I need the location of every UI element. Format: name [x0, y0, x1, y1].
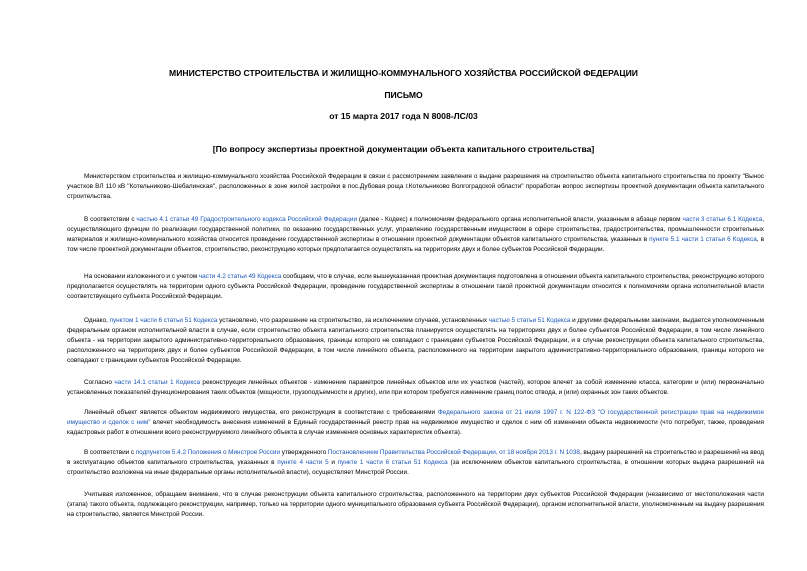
paragraph-text: , в том числе проектной документации объектов, строительство, реконструкцию которых предполагается осуществлять на территориях двух и более субъектов Российской Федерации.: [67, 236, 764, 253]
law-reference-link[interactable]: пункте 1 части 6 статьи 51 Кодекса: [337, 459, 448, 466]
law-reference-link[interactable]: Постановлением Правительства Российской Федерации, от 18 ноября 2013 г. N 1038: [327, 449, 580, 456]
law-reference-link[interactable]: частью 5 статьи 51 Кодекса: [488, 317, 571, 324]
paragraph-text: Учитывая изложенное, обращаем внимание, что в случае реконструкции объекта капитального строительства, расположенного на территории двух субъектов Российской Федерации (независимо от местоположения части (этапа) такого объекта, подлежащего реконструкции, например, только на территории одного муниципального образования субъекта Российской Федерации), органом исполнительной власти, уполномоченным на выдачу разрешения на строительство, является Минстрой России.: [67, 491, 764, 518]
paragraph-text: Однако,: [84, 317, 110, 324]
paragraph-text: (за исключением объектов капитального строительства, в отношении которых выдача разрешений на строительство возложена на иные федеральные органы исполнительной власти), осуществляет Минстрой России.: [67, 459, 764, 476]
paragraph-8: [67, 490, 764, 520]
law-reference-link[interactable]: части 3 статьи 6.1 Кодекса: [682, 216, 763, 223]
paragraph-text: Министерством строительства и жилищно-коммунального хозяйства Российской Федерации в связи с рассмотрением заявления о выдаче разрешения на строительство объекта капитального строительства по проекту "Вынос участков ВЛ 110 кВ "Котельниково-Шебалинская", расположенных в зоне жилой застройки в пос.Дубовая роща г.Котельниково Волгоградской области" проработан вопрос экспертизы проектной документации объекта капитального строительства.: [67, 173, 764, 200]
paragraph-text: Согласно: [84, 379, 115, 386]
document-type: ПИСЬМО: [384, 90, 423, 100]
law-reference-link[interactable]: части 14.1 статьи 1 Кодекса: [114, 379, 200, 386]
paragraph-text: и другими федеральными законами, выдается уполномоченным федеральным органом исполнительной власти в случае, если строительство объекта капитального строительства планируется осуществлять на территориях двух и более субъектов Российской Федерации, в том числе линейного объекта - на территории закрытого административно-территориального образования, границы которого не совпадают с границами субъектов Российской Федерации, и в случае реконструкции объекта капитального строительства, расположенного на территориях двух и более субъектов Российской Федерации, в том числе линейного объекта, расположенного на территории закрытого административно-территориального образования, границы которого не совпадают с границами субъектов Российской Федерации.: [67, 317, 764, 364]
law-reference-link[interactable]: пункте 5.1 части 1 статьи 6 Кодекса: [649, 236, 757, 243]
paragraph-text: В соответствии с: [84, 216, 137, 223]
ministry-title: МИНИСТЕРСТВО СТРОИТЕЛЬСТВА И ЖИЛИЩНО-КОММУНАЛЬНОГО ХОЗЯЙСТВА РОССИЙСКОЙ ФЕДЕРАЦИИ: [169, 68, 638, 78]
paragraph-6: [67, 408, 764, 438]
paragraph-7: [67, 448, 764, 478]
paragraph-text: утвержденного: [280, 449, 328, 456]
law-reference-link[interactable]: подпунктом 5.4.2 Положения о Минстрое России: [135, 449, 281, 456]
law-reference-link[interactable]: частью 4.1 статьи 49 Градостроительного кодекса Российской Федерации: [136, 216, 358, 223]
paragraph-1: [67, 172, 764, 202]
paragraph-text: установлено, что разрешение на строительство, за исключением случаев, установленных: [217, 317, 489, 324]
paragraph-text: (далее - Кодекс) к полномочиям федерального органа исполнительной власти, указанным в абзаце первом: [357, 216, 683, 223]
document-date-number: от 15 марта 2017 года N 8008-ЛС/03: [329, 111, 478, 121]
paragraph-text: и: [328, 459, 338, 466]
paragraph-text: , выдачу разрешений на строительство и разрешений на ввод в эксплуатацию объектов капитального строительства, указанных в: [67, 449, 764, 466]
paragraph-text: На основании изложенного и с учетом: [84, 273, 199, 280]
law-reference-link[interactable]: пункте 4 части 5: [277, 459, 329, 466]
paragraph-3: [67, 272, 764, 302]
paragraph-5: [67, 378, 764, 398]
law-reference-link[interactable]: Федерального закона от 21 июля 1997 г. N 122-ФЗ "О государственной регистрации прав на недвижимое имущество и сделок с ним": [67, 409, 764, 426]
paragraph-text: сообщаем, что в случае, если вышеуказанная проектная документация подготовлена в отношении объекта капитального строительства, реконструкцию которого предполагается осуществлять на территории одного субъекта Российской Федерации, проведение государственной экспертизы в отношении такой проектной документации относится к полномочиям органа исполнительной власти соответствующего субъекта Российской Федерации.: [67, 273, 764, 300]
paragraph-2: [67, 215, 764, 255]
paragraph-4: [67, 316, 764, 366]
law-reference-link[interactable]: части 4.2 статьи 49 Кодекса: [198, 273, 282, 280]
paragraph-text: Линейный объект является объектом недвижимого имущества, его реконструкция в соответствии с требованиями: [84, 409, 438, 416]
paragraph-text: В соответствии с: [84, 449, 136, 456]
paragraph-text: реконструкция линейных объектов - изменение параметров линейных объектов или их участков (частей), которое влечет за собой изменение класса, категории и (или) первоначально установленных показателей функционирования таких объектов (мощности, грузоподъемности и других), или при котором требуется изменение границ полос отвода, и (или) охранных зон таких объектов.: [67, 379, 764, 396]
paragraph-text: , осуществляющего функции по реализации государственной политики, по оказанию государственных услуг, управлению государственным имуществом в сфере строительства, градостроительства, промышленности строительных материалов и жилищно-коммунального хозяйства относится проведение государственной экспертизы в отношении проектной документации объектов капитального строительства, указанных в: [67, 216, 764, 243]
document-subject: [По вопросу экспертизы проектной документации объекта капитального строительства]: [212, 144, 595, 154]
paragraph-text: влечет необходимость внесения изменений в Единый государственный реестр прав на недвижимое имущество и сделок с ним об изменении объекта недвижимости (что потребует, также, проведения кадастровых работ в отношении всего реконструируемого линейного объекта в случае изменения основных характеристик объекта).: [67, 419, 764, 436]
law-reference-link[interactable]: пунктом 1 части 6 статьи 51 Кодекса: [109, 317, 218, 324]
